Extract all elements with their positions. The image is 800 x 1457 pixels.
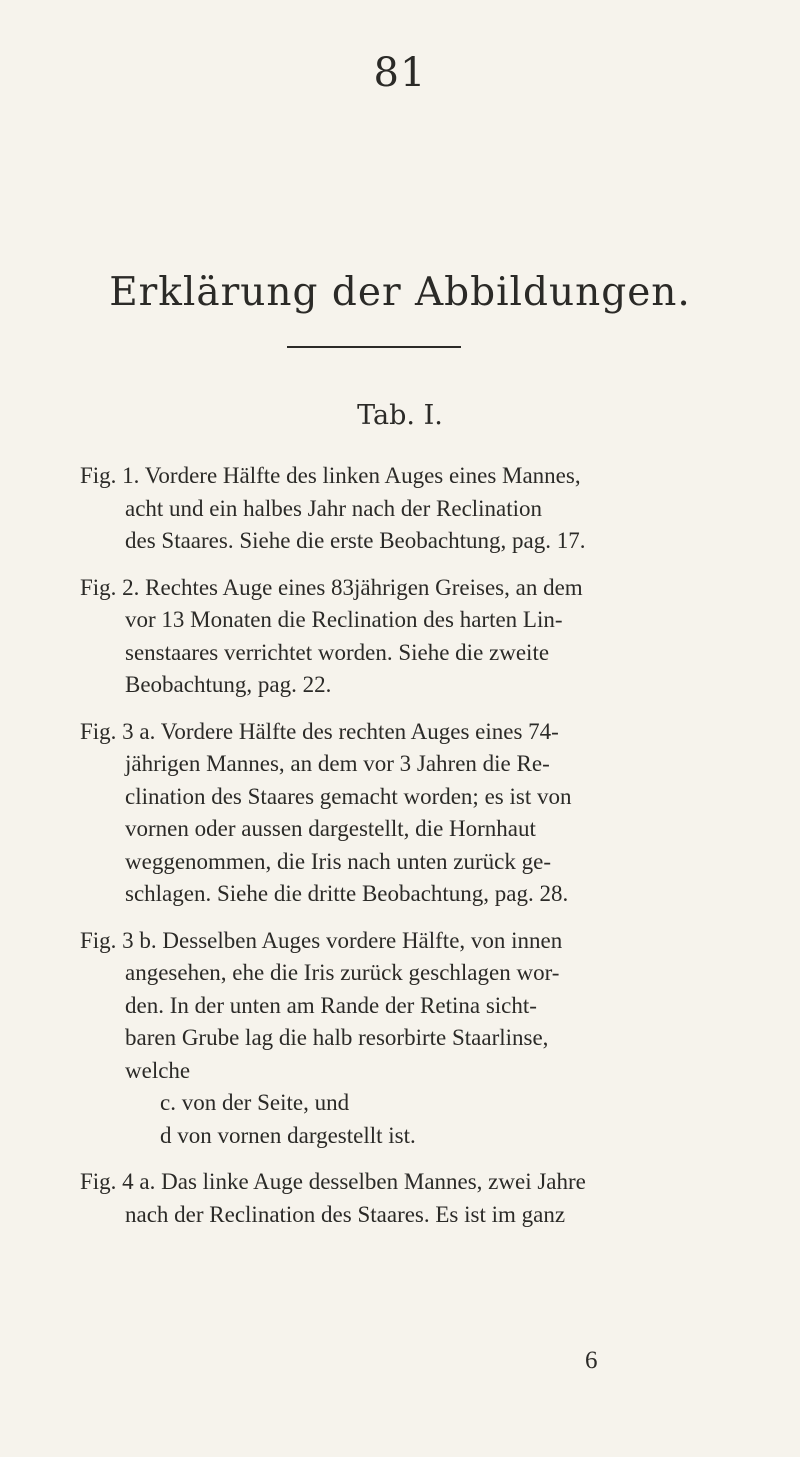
figure-entry-3a (80, 716, 755, 911)
figure-entry-line: c. von der Seite, und (160, 1090, 350, 1115)
figure-entry-line: jährigen Mannes, an dem vor 3 Jahren die Re- (125, 751, 550, 776)
figure-entry-line: d von vornen dargestellt ist. (160, 1122, 416, 1148)
figure-entry-line: Beobachtung, pag. 22. (125, 672, 332, 697)
figure-entry-line: vor 13 Monaten die Reclination des harten Lin- (125, 607, 563, 632)
figure-entry-line: Fig. 3 b. Desselben Auges vordere Hälfte, von innen (80, 927, 563, 953)
figure-legend-list (80, 460, 755, 1245)
figure-entry-line: angesehen, ehe die Iris zurück geschlagen wor- (125, 960, 560, 985)
figure-entry-line: den. In der unten am Rande der Retina sicht- (125, 992, 537, 1018)
page-title: Erklärung der Abbildungen. (109, 270, 691, 315)
figure-entry-line: Fig. 2. Rechtes Auge eines 83jährigen Greises, an dem (80, 574, 583, 600)
figure-entry-line: Fig. 1. Vordere Hälfte des linken Auges eines Mannes, (80, 463, 581, 488)
figure-entry-line: acht und ein halbes Jahr nach der Reclination (125, 495, 543, 521)
figure-entry-line: weggenommen, die Iris nach unten zurück ge- (125, 848, 551, 874)
page-number: 81 (373, 50, 427, 96)
figure-entry-3b (80, 925, 755, 1153)
figure-entry-line: nach der Reclination des Staares. Es ist im ganz (125, 1201, 566, 1227)
title-divider (287, 346, 461, 348)
figure-entry-line: baren Grube lag die halb resorbirte Staarlinse, (125, 1025, 549, 1050)
figure-entry-line: Fig. 3 a. Vordere Hälfte des rechten Auges eines 74- (80, 718, 559, 744)
figure-entry-1 (80, 460, 755, 558)
figure-entry-2 (80, 572, 755, 702)
figure-entry-line: clination des Staares gemacht worden; es ist von (125, 783, 572, 809)
signature-mark: 6 (585, 1347, 598, 1374)
figure-entry-line: welche (125, 1057, 191, 1083)
figure-entry-line: schlagen. Siehe die dritte Beobachtung, pag. 28. (125, 881, 569, 906)
tab-heading: Tab. I. (357, 400, 443, 431)
figure-entry-4a (80, 1166, 755, 1231)
figure-entry-line: des Staares. Siehe die erste Beobachtung, pag. 17. (125, 528, 586, 553)
figure-entry-line: senstaares verrichtet worden. Siehe die zweite (125, 639, 550, 665)
figure-entry-line: vornen oder aussen dargestellt, die Hornhaut (125, 816, 536, 841)
figure-entry-line: Fig. 4 a. Das linke Auge desselben Mannes, zwei Jahre (80, 1169, 586, 1194)
